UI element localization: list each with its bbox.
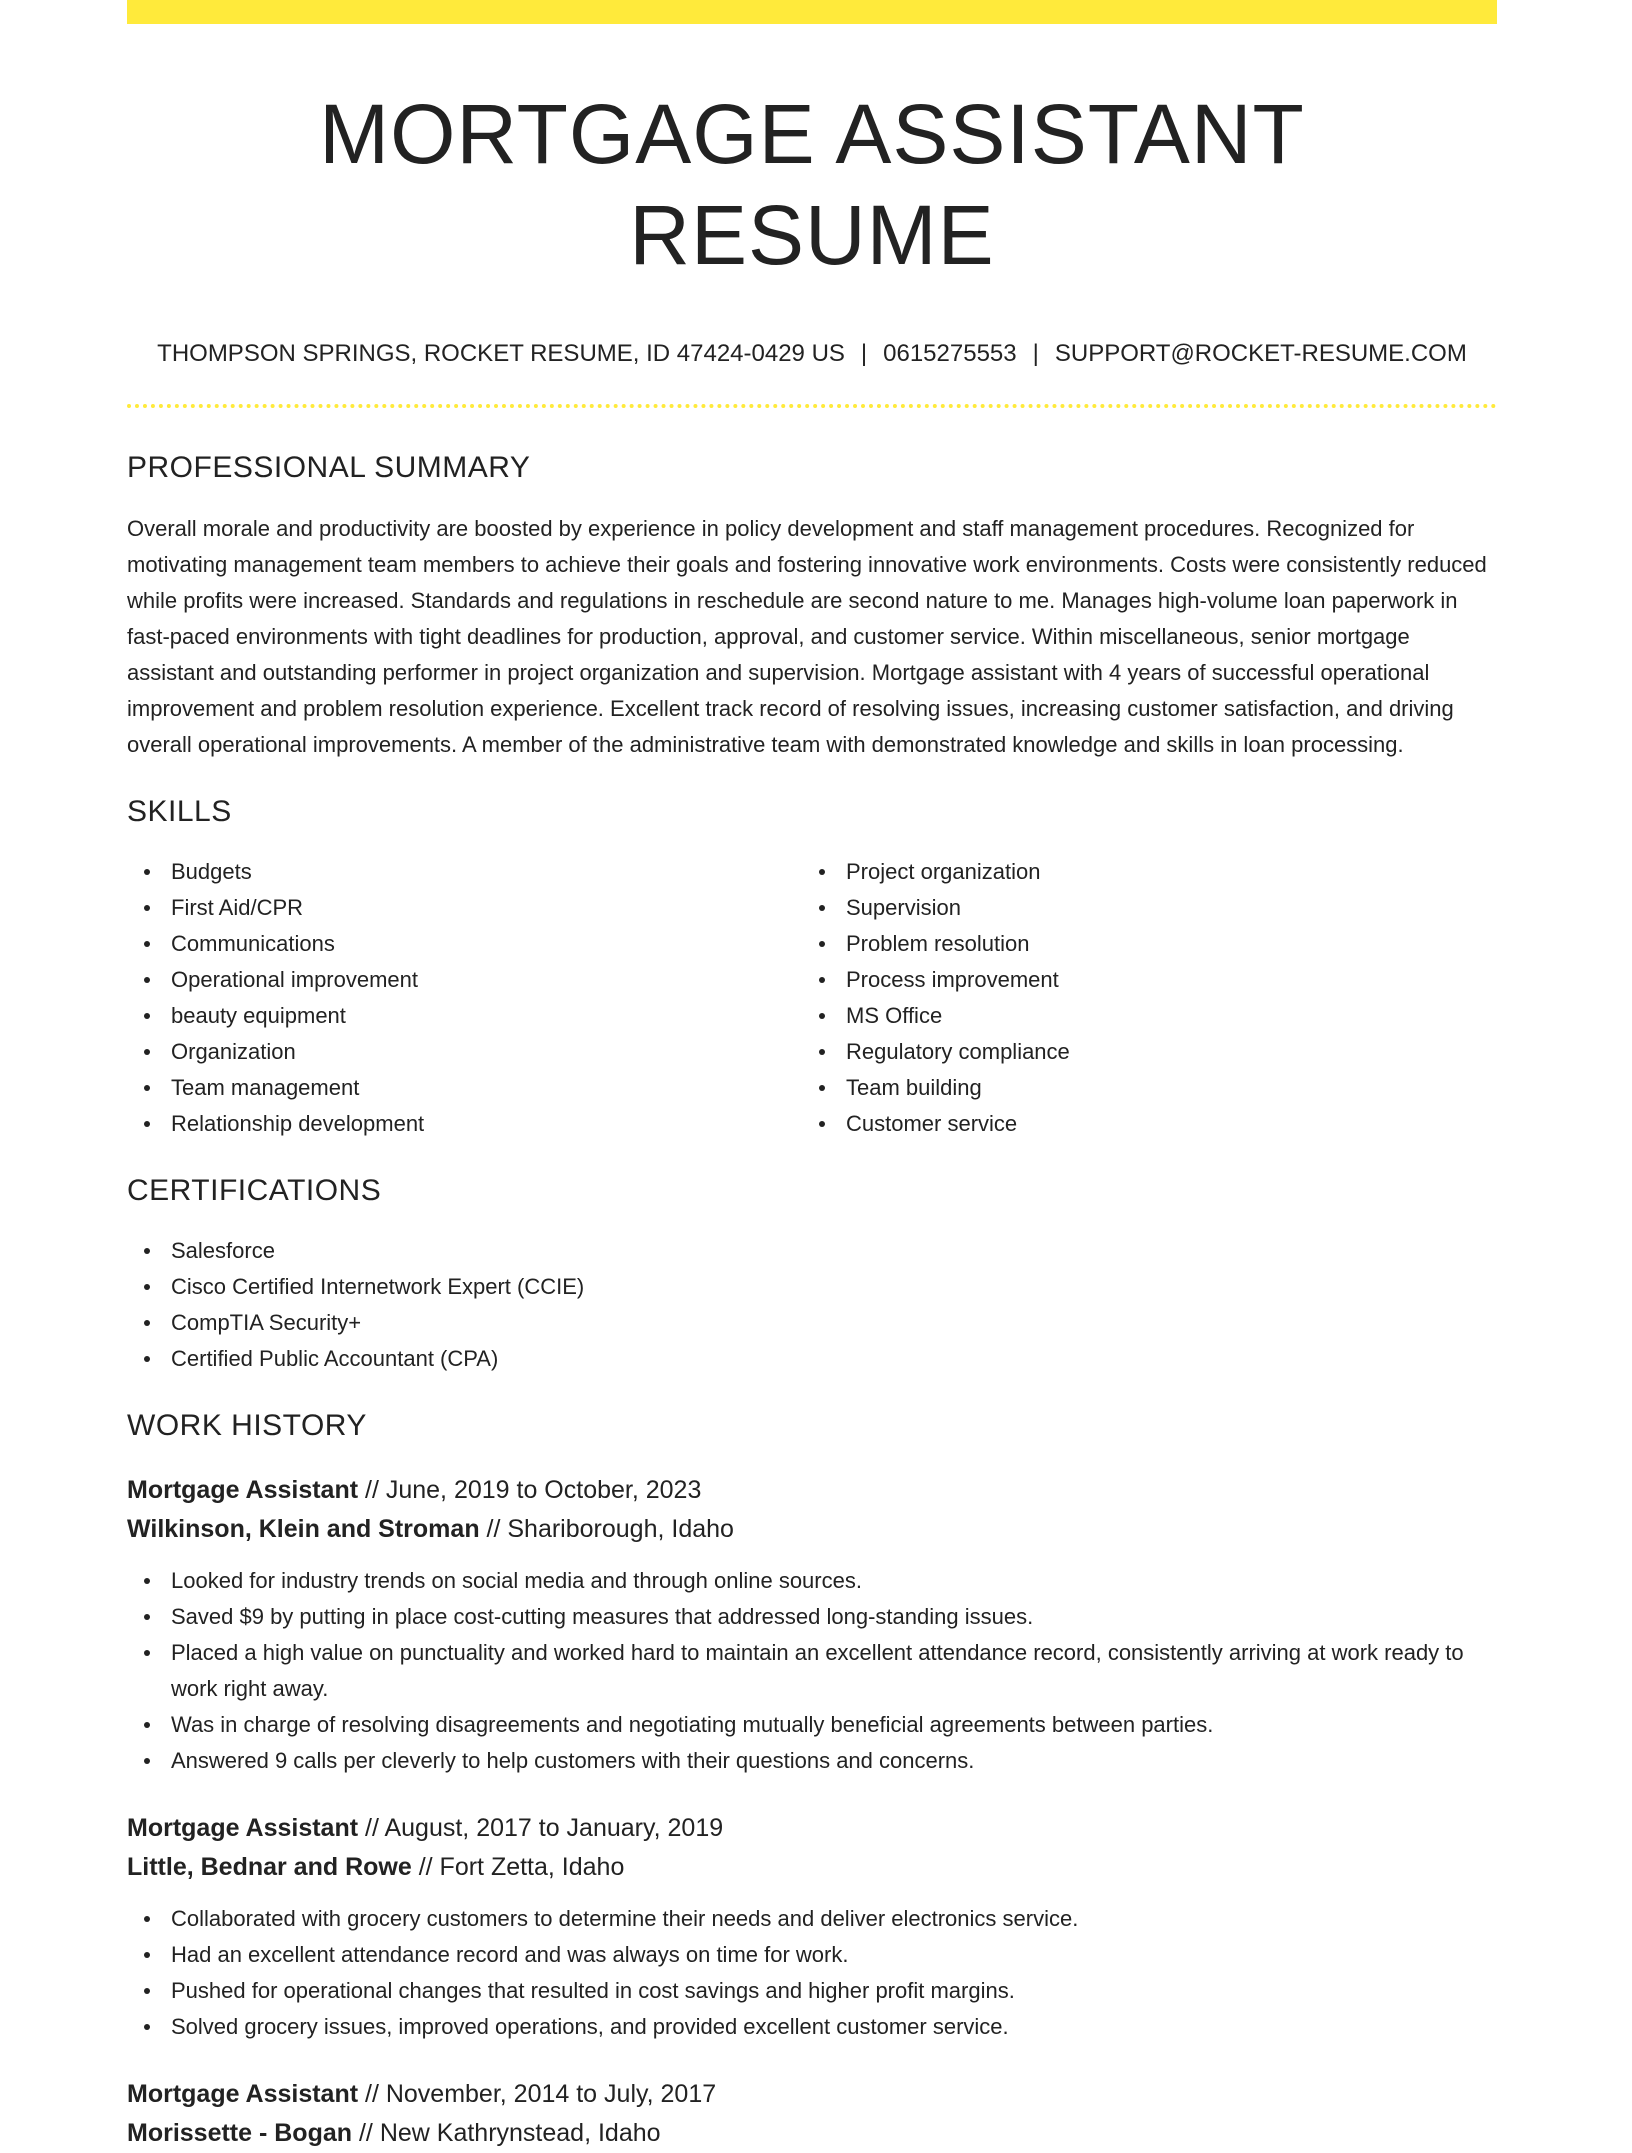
skill-item: Communications	[127, 926, 802, 962]
job-location: // Shariborough, Idaho	[479, 1514, 734, 1543]
job-bullet: Looked for industry trends on social media and through online sources.	[127, 1563, 1497, 1599]
job-dates: // June, 2019 to October, 2023	[358, 1475, 702, 1504]
job-company: Wilkinson, Klein and Stroman	[127, 1514, 480, 1543]
job-bullet: Had an excellent attendance record and was always on time for work.	[127, 1937, 1497, 1973]
certifications-list	[127, 1233, 1497, 1377]
job-bullet: Answered 9 calls per cleverly to help customers with their questions and concerns.	[127, 1743, 1497, 1779]
job-location: // Fort Zetta, Idaho	[411, 1852, 625, 1881]
skill-item: Process improvement	[802, 962, 1477, 998]
work-history-heading: WORK HISTORY	[127, 1408, 367, 1442]
certification-item: Certified Public Accountant (CPA)	[127, 1341, 1497, 1377]
job-bullet: Pushed for operational changes that resulted in cost savings and higher profit margins.	[127, 1973, 1497, 2009]
certifications-heading: CERTIFICATIONS	[127, 1173, 382, 1207]
skill-item: First Aid/CPR	[127, 890, 802, 926]
summary-text: Overall morale and productivity are boosted by experience in policy development and staff management procedures. Recognized for motivating management team members to achieve their goals and fostering innovative work environments. Costs were consistently reduced while profits were increased. Standards and regulations in reschedule are second nature to me. Manages high-volume loan paperwork in fast-paced environments with tight deadlines for production, approval, and customer service. Within miscellaneous, senior mortgage assistant and outstanding performer in project organization and supervision. Mortgage assistant with 4 years of successful operational improvement and problem resolution experience. Excellent track record of resolving issues, increasing customer satisfaction, and driving overall operational improvements. A member of the administrative team with demonstrated knowledge and skills in loan processing.	[127, 515, 1487, 757]
certification-item: Salesforce	[127, 1233, 1497, 1269]
job-dates: // August, 2017 to January, 2019	[358, 1813, 724, 1842]
certification-item: CompTIA Security+	[127, 1305, 1497, 1341]
skill-item: Regulatory compliance	[802, 1034, 1477, 1070]
contact-address: THOMPSON SPRINGS, ROCKET RESUME, ID 47424-0429 US	[157, 339, 845, 367]
skill-item: beauty equipment	[127, 998, 802, 1034]
skill-item: Customer service	[802, 1106, 1477, 1142]
job-bullets	[127, 1901, 1497, 2045]
job-bullets	[127, 1563, 1497, 1779]
skill-item: Relationship development	[127, 1106, 802, 1142]
contact-separator: |	[860, 339, 868, 367]
dotted-divider	[127, 404, 1497, 408]
skills-column-left	[127, 854, 802, 1142]
certification-item: Cisco Certified Internetwork Expert (CCIE)	[127, 1269, 1497, 1305]
skill-item: Team management	[127, 1070, 802, 1106]
job-title: Mortgage Assistant	[127, 1475, 359, 1504]
job-dates: // November, 2014 to July, 2017	[358, 2079, 717, 2108]
top-accent-bar	[127, 0, 1497, 24]
job-entry	[127, 2075, 1497, 2153]
job-company: Morissette - Bogan	[127, 2118, 353, 2147]
skill-item: Problem resolution	[802, 926, 1477, 962]
job-bullet: Collaborated with grocery customers to determine their needs and deliver electronics service.	[127, 1901, 1497, 1937]
skills-grid	[127, 854, 1497, 1142]
contact-email[interactable]: SUPPORT@ROCKET-RESUME.COM	[1054, 339, 1467, 367]
contact-separator: |	[1032, 339, 1039, 367]
job-title-line	[127, 1471, 1497, 1510]
job-title-line	[127, 1809, 1497, 1848]
skill-item: Team building	[802, 1070, 1477, 1106]
skill-item: MS Office	[802, 998, 1477, 1034]
job-bullet: Was in charge of resolving disagreements and negotiating mutually beneficial agreements between parties.	[127, 1707, 1497, 1743]
job-company-line	[127, 1848, 1497, 1887]
contact-phone: 0615275553	[883, 339, 1017, 367]
job-title: Mortgage Assistant	[127, 1813, 359, 1842]
job-company-line	[127, 1510, 1497, 1549]
job-company-line	[127, 2114, 1497, 2153]
job-entry	[127, 1809, 1497, 2045]
resume-title: MORTGAGE ASSISTANT RESUME	[319, 87, 1305, 282]
job-bullet: Placed a high value on punctuality and worked hard to maintain an excellent attendance record, consistently arriving at work ready to work right away.	[127, 1635, 1497, 1707]
contact-line	[127, 338, 1497, 369]
job-title: Mortgage Assistant	[127, 2079, 359, 2108]
job-bullet: Saved $9 by putting in place cost-cutting measures that addressed long-standing issues.	[127, 1599, 1497, 1635]
skills-column-right	[802, 854, 1477, 1142]
skill-item: Budgets	[127, 854, 802, 890]
skill-item: Organization	[127, 1034, 802, 1070]
job-title-line	[127, 2075, 1497, 2114]
job-company: Little, Bednar and Rowe	[127, 1852, 412, 1881]
skill-item: Operational improvement	[127, 962, 802, 998]
skills-heading: SKILLS	[127, 794, 232, 828]
summary-heading: PROFESSIONAL SUMMARY	[127, 450, 531, 484]
job-entry	[127, 1471, 1497, 1779]
resume-page	[127, 0, 1497, 2153]
job-location: // New Kathrynstead, Idaho	[352, 2118, 661, 2147]
skill-item: Project organization	[802, 854, 1477, 890]
skill-item: Supervision	[802, 890, 1477, 926]
job-bullet: Solved grocery issues, improved operations, and provided excellent customer service.	[127, 2009, 1497, 2045]
